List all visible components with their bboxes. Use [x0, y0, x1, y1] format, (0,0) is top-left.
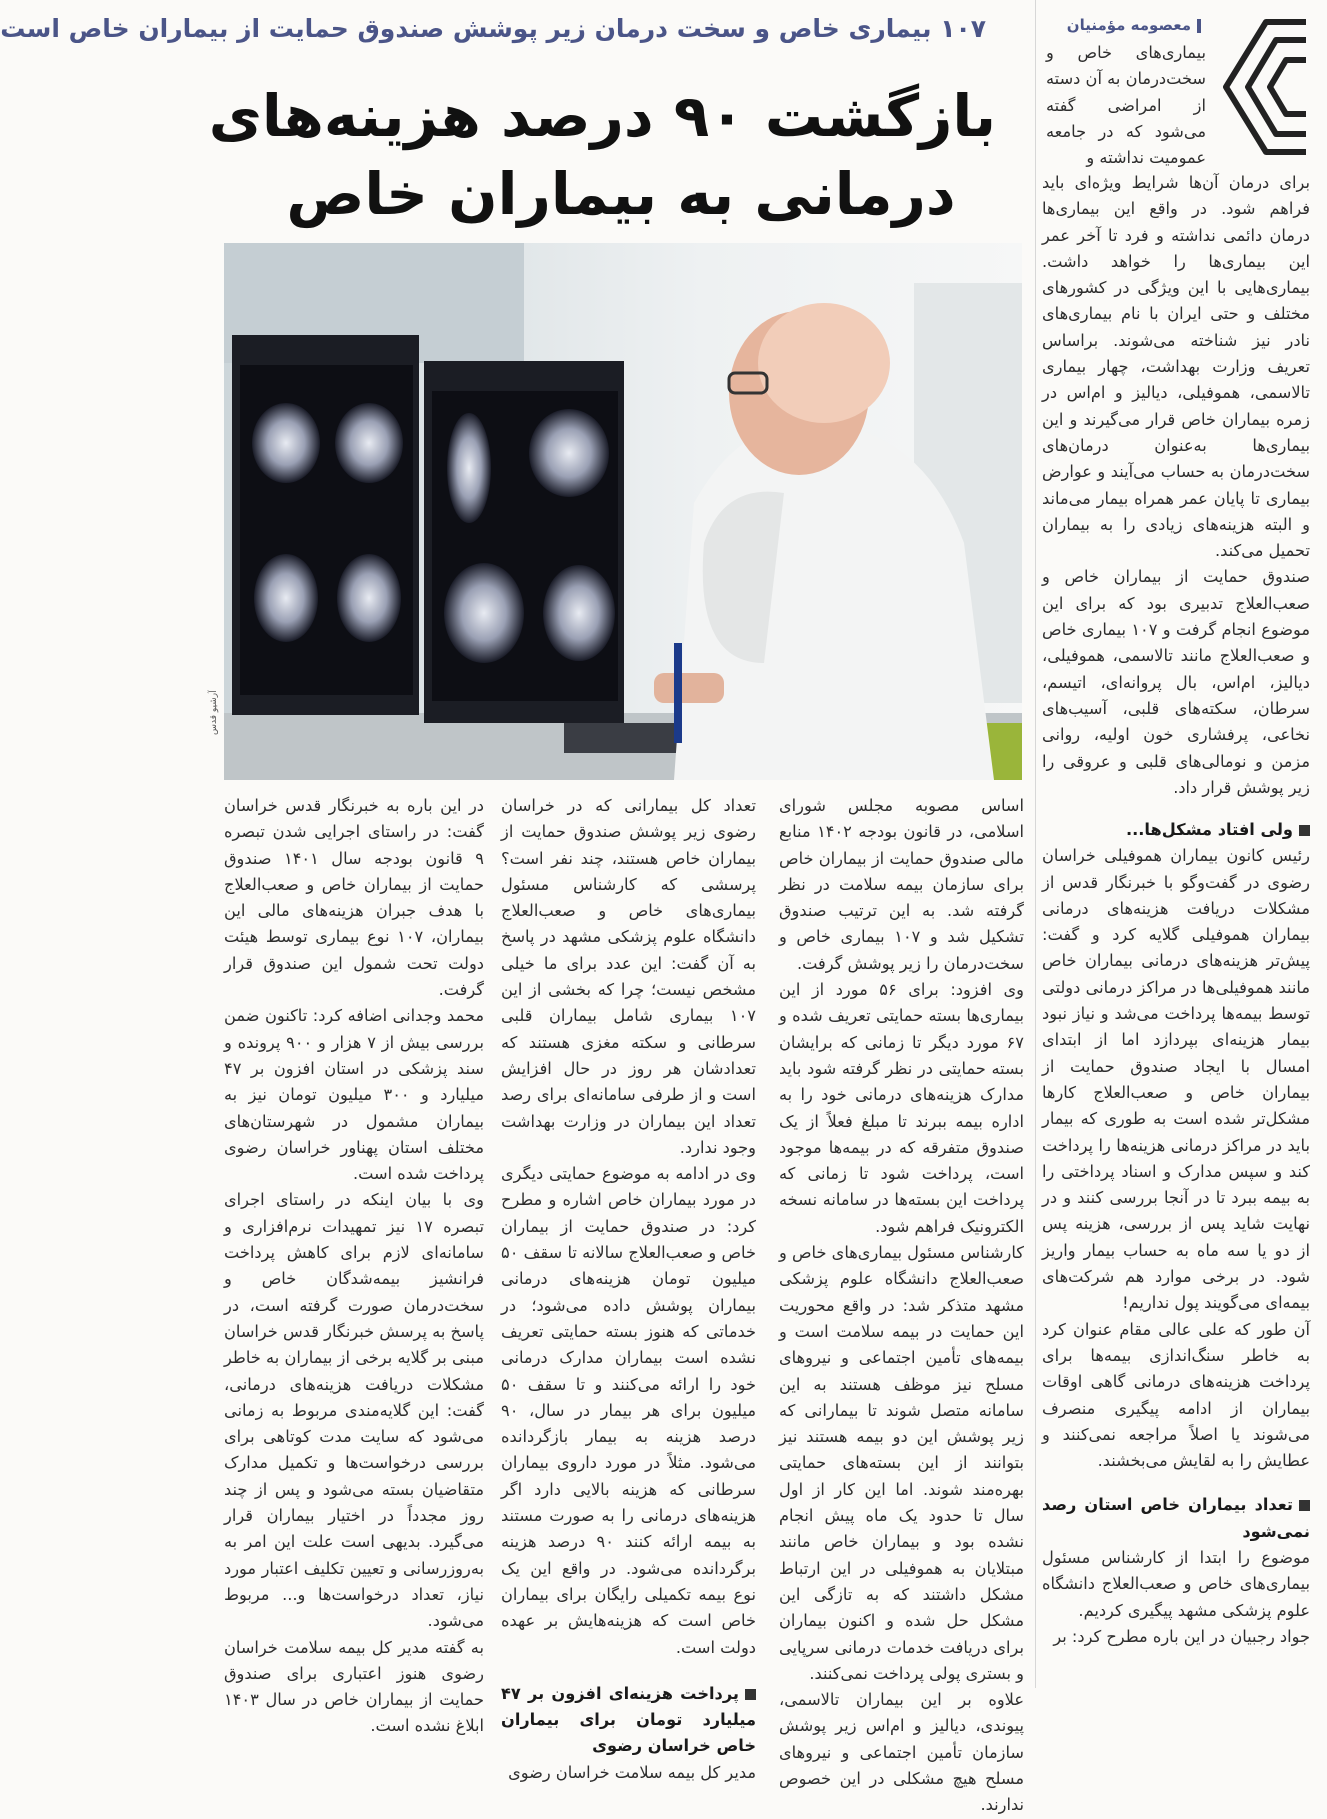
photo-credit: آرشیو قدس — [209, 690, 219, 735]
subheading-problems: ولی افتاد مشکل‌ها... — [1042, 817, 1310, 843]
subheading-patient-count: تعداد بیماران خاص استان رصد نمی‌شود — [1042, 1492, 1310, 1545]
kicker: ۱۰۷ بیماری خاص و سخت درمان زیر پوشش صندوق حمایت از بیماران خاص است — [0, 14, 986, 43]
author-byline: معصومه مؤمنیان — [1046, 16, 1201, 34]
article-column-3: تعداد کل بیمارانی که در خراسان رضوی زیر پوشش صندوق حمایت از بیماران خاص هستند، چند نفر است؟ پرسشی که کارشناس مسئول بیماری‌های خاص و صعب‌العلاج دانشگاه علوم پزشکی مشهد در پاسخ به آن گفت: این عدد برای ما خیلی مشخص نیست؛ چرا که بخشی از این ۱۰۷ بیماری شامل بیماران قلبی سرطانی و سکته مغزی هستند که تعدادشان هر روز در حال افزایش است و از طرفی سامانه‌ای برای رصد تعداد این بیماران در وزارت بهداشت وجود ندارد. وی در ادامه به موضوع حمایتی دیگری در مورد بیماران خاص اشاره و مطرح کرد: در صندوق حمایت از بیماران خاص و صعب‌العلاج سالانه تا سقف ۵۰ میلیون تومان هزینه‌های درمانی بیماران پوشش داده می‌شود؛ در خدماتی که هنوز بسته حمایتی تعریف نشده است بیماران مدارک درمانی خود را ارائه می‌کنند و تا سقف ۵۰ میلیون برای هر بیمار در سال، ۹۰ درصد هزینه به بیمار بازگردانده می‌شود. مثلاً در مورد داروی بیماران سرطانی که هزینه بالایی دارد اگر هزینه‌های درمانی را به صورت مستند به بیمه ارائه کنند ۹۰ درصد هزینه برگردانده می‌شود. در واقع این یک نوع بیمه تکمیلی رایگان برای بیماران خاص است که هزینه‌هایش بر عهده دولت است. پرداخت هزینه‌ای افزون بر ۴۷ میلیارد تومان برای بیماران خاص خراسان رضوی مدیر کل بیمه سلامت خراسان رضوی — [501, 796, 756, 1782]
article-column-2: اساس مصوبه مجلس شورای اسلامی، در قانون بودجه ۱۴۰۲ منابع مالی صندوق حمایت از بیماران خاص برای سازمان بیمه سلامت در نظر گرفته شد. به این ترتیب صندوق تشکیل شد و ۱۰۷ بیماری خاص و سخت‌درمان را زیر پوشش گرفت. وی افزود: برای ۵۶ مورد از این بیماری‌ها بسته حمایتی تعریف شده و ۶۷ مورد دیگر تا زمانی که برایشان بسته حمایتی در نظر گرفته شود باید مدارک هزینه‌های درمانی خود را به اداره بیمه ببرند تا مبلغ فعلاً از یک صندوق متفرقه که در بیمه‌ها موجود است، پرداخت شود تا زمانی که پرداخت این بسته‌ها در سامانه نسخه الکترونیک فراهم شود. کارشناس مسئول بیماری‌های خاص و صعب‌العلاج دانشگاه علوم پزشکی مشهد متذکر شد: در واقع محوریت این حمایت در بیمه سلامت است و بیمه‌های تأمین اجتماعی و نیروهای مسلح نیز موظف هستند به این سامانه متصل شوند تا بیمارانی که زیر پوشش این دو بیمه هستند نیز بتوانند از این بسته‌های حمایتی بهره‌مند شوند. اما این کار از اول سال تا حدود یک ماه پیش انجام نشده بود و بیماران خاص مانند مبتلایان به هموفیلی در این ارتباط مشکل داشتند که به تازگی این مشکل حل شده و اکنون بیماران برای دریافت خدمات درمانی سرپایی و بستری پولی پرداخت نمی‌کنند. علاوه بر این بیماران تالاسمی، پیوندی، دیالیز و ام‌اس زیر پوشش سازمان تأمین اجتماعی و نیروهای مسلح هیچ مشکلی در این خصوص ندارند. — [779, 796, 1024, 1815]
column-divider — [1035, 0, 1036, 1688]
headline-line-2: درمانی به بیماران خاص — [286, 160, 956, 228]
article-photo — [224, 243, 1022, 780]
article-column-1: برای درمان آن‌ها شرایط ویژه‌ای باید فراهم شود. در واقع این بیماری‌ها درمان دائمی نداشته و فرد تا آخر عمر این بیماری‌ها را خواهد داشت. بیماری‌هایی با این ویژگی در کشورهای مختلف و حتی ایران با نام بیماری‌های نادر نیز شناخته می‌شوند. براساس تعریف وزارت بهداشت، چهار بیماری تالاسمی، هموفیلی، دیالیز و ام‌اس در زمره بیماران خاص قرار می‌گیرند و این بیماری‌ها به‌عنوان درمان‌های سخت‌درمان به حساب می‌آیند و عوارض بیماری تا پایان عمر همراه بیمار می‌ماند و البته هزینه‌های زیادی را به بیماران تحمیل می‌کند. صندوق حمایت از بیماران خاص و صعب‌العلاج تدبیری بود که برای این موضوع انجام گرفت و ۱۰۷ بیماری خاص و صعب‌العلاج مانند تالاسمی، هموفیلی، دیالیز، ام‌اس، بال پروانه‌ای، اتیسم، سرطان، سکته‌های قلبی، آسیب‌های نخاعی، پرفشاری خون اولیه، روانی مزمن و نومالی‌های قلبی و عروقی را زیر پوشش قرار داد. — [1042, 173, 1310, 797]
concentric-chevron-logo-icon — [1218, 16, 1313, 158]
headline-line-1: بازگشت ۹۰ درصد هزینه‌های — [208, 82, 996, 150]
lead-paragraph: بیماری‌های خاص و سخت‌درمان به آن دسته از امراضی گفته می‌شود که در جامعه عمومیت نداشته و — [1046, 43, 1206, 168]
article-column-4: در این باره به خبرنگار قدس خراسان گفت: در راستای اجرایی شدن تبصره ۹ قانون بودجه سال ۱۴۰۱ صندوق حمایت از بیماران خاص و صعب‌العلاج با هدف جبران هزینه‌های مالی این بیماران، ۱۰۷ نوع بیماری توسط هیئت دولت تحت شمول این صندوق قرار گرفت. محمد وجدانی اضافه کرد: تاکنون ضمن بررسی بیش از ۷ هزار و ۹۰۰ پرونده و سند پزشکی در استان افزون بر ۴۷ میلیارد و ۳۰۰ میلیون تومان نیز به بیماران مشمول در شهرستان‌های مختلف استان پهناور خراسان رضوی پرداخت شده است. وی با بیان اینکه در راستای اجرای تبصره ۱۷ نیز تمهیدات نرم‌افزاری و سامانه‌ای لازم برای کاهش پرداخت فرانشیز بیمه‌شدگان خاص و سخت‌درمان صورت گرفته است، در پاسخ به پرسش خبرنگار قدس خراسان مبنی بر گلایه برخی از بیماران به خاطر مشکلات دریافت هزینه‌های درمانی، گفت: این گلایه‌مندی مربوط به زمانی می‌شود که سایت مدت کوتاهی برای بررسی درخواست‌ها و تکمیل مدارک متقاضیان بسته می‌شود و پس از چند روز مجدداً در اختیار بیماران قرار می‌گیرد. بدیهی است علت این امر به به‌روزرسانی و تعیین تکلیف اعتبار مورد نیاز، تعداد درخواست‌ها و... مربوط می‌شود. به گفته مدیر کل بیمه سلامت خراسان رضوی هنوز اعتباری برای صندوق حمایت از بیماران خاص در سال ۱۴۰۳ ابلاغ نشده است. — [224, 796, 485, 1736]
subheading-payment: پرداخت هزینه‌ای افزون بر ۴۷ میلیارد تومان برای بیماران خاص خراسان رضوی — [501, 1681, 756, 1760]
article-column-1-continued: ولی افتاد مشکل‌ها... رئیس کانون بیماران هموفیلی خراسان رضوی در گفت‌وگو با خبرنگار قدس از مشکلات دریافت هزینه‌های درمانی بیماران هموفیلی گلایه کرد و گفت: پیش‌تر هزینه‌های درمانی بیماران خاص مانند هموفیلی‌ها در مراکز درمانی دولتی توسط بیمه‌ها پرداخت می‌شد و نیاز نبود بیمار هزینه‌ای بپردازد اما از ابتدای امسال با ایجاد صندوق حمایت از بیماران خاص و صعب‌العلاج کارها مشکل‌تر شده است به طوری که بیمار باید در مراکز درمانی هزینه‌ها را پرداخت کند و سپس مدارک و اسناد پرداختی را به بیمه ببرد تا در آنجا بررسی کنند و در نهایت شاید پس از بررسی، هزینه پس از دو یا سه ماه به حساب بیمار واریز شود. در برخی موارد هم شرکت‌های بیمه‌ای می‌گویند پول نداریم! آن طور که علی عالی مقام عنوان کرد به خاطر سنگ‌اندازی بیمه‌ها برای پرداخت هزینه‌های درمانی گاهی اوقات بیماران از ادامه پیگیری منصرف می‌شوند یا اصلاً مراجعه نمی‌کنند و عطایش را به لقایش می‌بخشند. تعداد بیماران خاص استان رصد نمی‌شود موضوع را ابتدا از کارشناس مسئول بیماری‌های خاص و صعب‌العلاج دانشگاه علوم پزشکی مشهد پیگیری کردیم. جواد رجبیان در این باره مطرح کرد: بر — [1042, 817, 1310, 1687]
